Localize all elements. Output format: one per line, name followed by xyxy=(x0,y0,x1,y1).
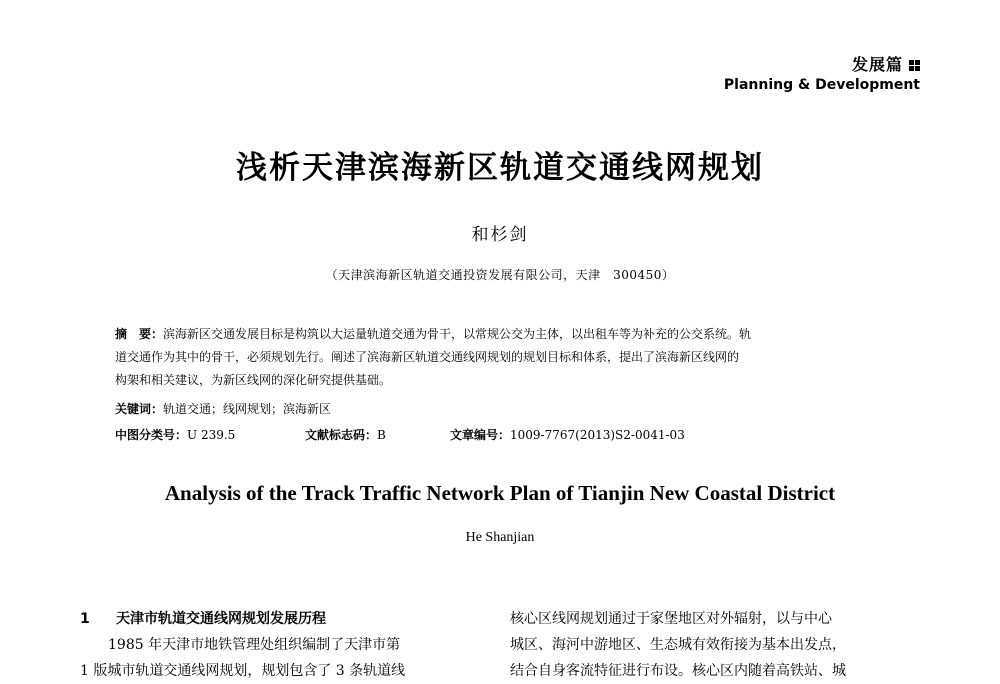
body-text-line: 城区、海河中游地区、生态城有效衔接为基本出发点， xyxy=(510,637,846,653)
section-mark-icon xyxy=(909,60,920,71)
keywords-label: 关键词： xyxy=(115,402,164,416)
clc-number xyxy=(115,426,235,443)
section-label-cn xyxy=(852,52,920,75)
article-number-label: 文章编号： xyxy=(450,428,511,442)
document-code-value: B xyxy=(377,428,386,442)
body-text-line: 1 版城市轨道交通线网规划，规划包含了 3 条轨道线 xyxy=(80,663,406,679)
abstract-line xyxy=(115,323,905,346)
body-text-line: 结合自身客流特征进行布设。核心区内随着高铁站、城 xyxy=(510,663,846,679)
body-text-line: 1985 年天津市地铁管理处组织编制了天津市第 xyxy=(108,637,401,653)
article-title-cn: 浅析天津滨海新区轨道交通线网规划 xyxy=(236,150,764,186)
section-label-cn-text: 发展篇 xyxy=(851,55,903,74)
document-code-label: 文献标志码： xyxy=(305,428,378,442)
keywords-text: 轨道交通；线网规划；滨海新区 xyxy=(163,402,332,416)
section-title: 天津市轨道交通线网规划发展历程 xyxy=(116,611,326,627)
abstract-line: 构架和相关建议，为新区线网的深化研究提供基础。 xyxy=(115,373,392,387)
section-label-en: Planning & Development xyxy=(723,77,920,93)
abstract-line: 道交通作为其中的骨干，必须规划先行。阐述了滨海新区轨道交通线网规划的规划目标和体系，提出了滨海新区线网的 xyxy=(115,350,740,364)
abstract-label: 摘 要： xyxy=(115,327,164,341)
body-text-line: 核心区线网规划通过于家堡地区对外辐射，以与中心 xyxy=(510,611,832,627)
section-heading xyxy=(80,606,492,632)
body-right-column xyxy=(510,606,922,684)
keywords xyxy=(115,400,331,417)
article-title-en: Analysis of the Track Traffic Network Plan of Tianjin New Coastal District xyxy=(164,481,836,505)
body-left-column xyxy=(80,606,492,684)
abstract xyxy=(115,323,905,392)
section-number: 1 xyxy=(80,611,90,627)
clc-value: U 239.5 xyxy=(187,428,236,442)
author-cn: 和杉剑 xyxy=(471,225,529,245)
abstract-text: 滨海新区交通发展目标是构筑以大运量轨道交通为骨干，以常规公交为主体，以出租车等为补充的公交系统。轨 xyxy=(163,327,752,341)
author-en: He Shanjian xyxy=(465,530,535,545)
clc-label: 中图分类号： xyxy=(115,428,188,442)
affiliation-cn: （天津滨海新区轨道交通投资发展有限公司，天津 300450） xyxy=(325,268,675,282)
article-number-value: 1009-7767(2013)S2-0041-03 xyxy=(510,428,685,442)
article-number xyxy=(450,426,685,443)
document-code xyxy=(305,426,386,443)
